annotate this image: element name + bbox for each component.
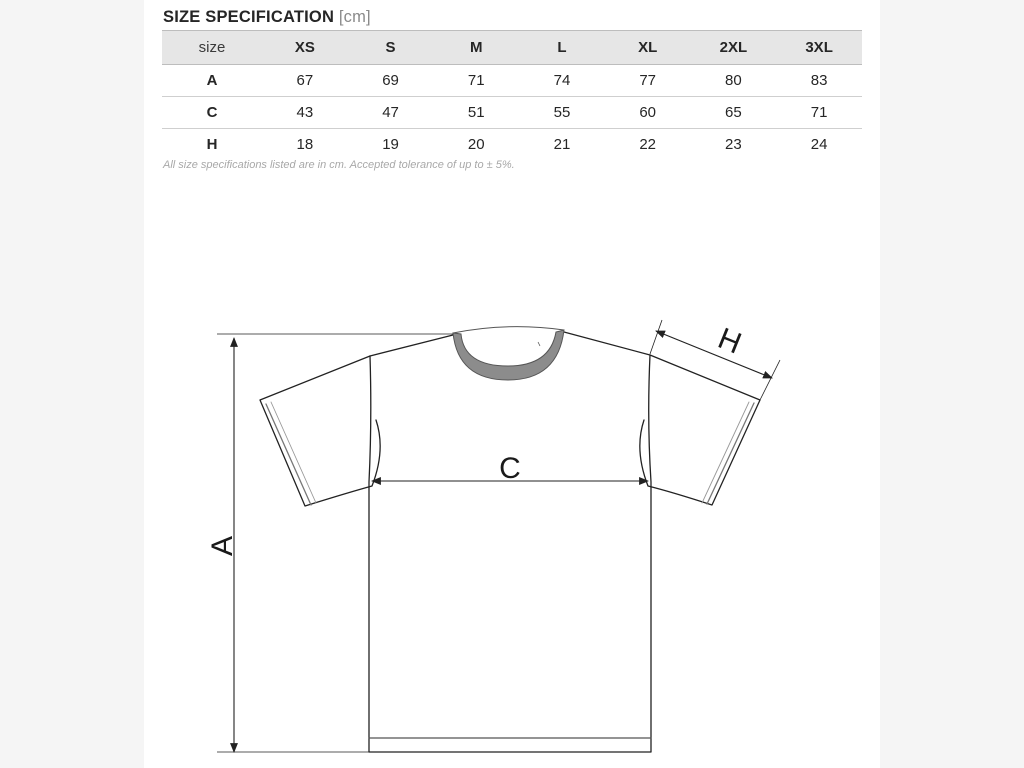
table-cell: 20 — [467, 136, 485, 153]
table-cell: 65 — [691, 97, 777, 129]
row-label: C — [162, 97, 262, 129]
header-2xl: 2XL — [691, 31, 777, 65]
shoulder-left — [370, 335, 453, 356]
header-s: S — [348, 31, 434, 65]
table-cell: 71 — [776, 97, 862, 129]
dimension-h-label: H — [713, 321, 746, 361]
table-cell: 74 — [519, 65, 605, 97]
table-cell: 24 — [810, 136, 828, 153]
table-cell: 71 — [433, 65, 519, 97]
dimension-h-extension-right — [760, 360, 780, 400]
table-cell: 21 — [553, 136, 571, 153]
table-cell: 43 — [262, 97, 348, 129]
table-cell: 69 — [348, 65, 434, 97]
header-size: size — [162, 31, 262, 65]
header-xl: XL — [605, 31, 691, 65]
dimension-a-label: A — [206, 535, 239, 557]
header-3xl: 3XL — [776, 31, 862, 65]
header-l: L — [519, 31, 605, 65]
table-cell: 23 — [725, 136, 742, 153]
shirt-body-outline — [369, 355, 651, 752]
tolerance-note: All size specifications listed are in cm. Accepted tolerance of up to ± 5%. — [163, 159, 515, 171]
shoulder-right — [564, 332, 650, 355]
table-cell: 55 — [519, 97, 605, 129]
dimension-c-label: C — [499, 452, 521, 485]
sleeve-right-cuff — [707, 403, 754, 504]
title-text: SIZE SPECIFICATION — [163, 8, 335, 26]
dimension-h-extension-left — [650, 320, 662, 354]
table-cell: 47 — [348, 97, 434, 129]
collar — [453, 330, 564, 380]
row-label: H — [206, 136, 218, 153]
sleeve-left-cuff — [266, 404, 311, 505]
table-cell: 22 — [639, 136, 656, 153]
table-cell: 83 — [776, 65, 862, 97]
table-cell: 51 — [433, 97, 519, 129]
table-cell: 60 — [605, 97, 691, 129]
row-label: A — [162, 65, 262, 97]
dimension-h-arrow — [656, 331, 772, 378]
table-cell: 18 — [296, 136, 314, 153]
table-cell: 67 — [262, 65, 348, 97]
table-cell: 77 — [605, 65, 691, 97]
header-m: M — [433, 31, 519, 65]
title-unit: [cm] — [338, 8, 371, 26]
header-xs: XS — [262, 31, 348, 65]
table-cell: 80 — [691, 65, 777, 97]
table-cell: 19 — [382, 136, 399, 153]
